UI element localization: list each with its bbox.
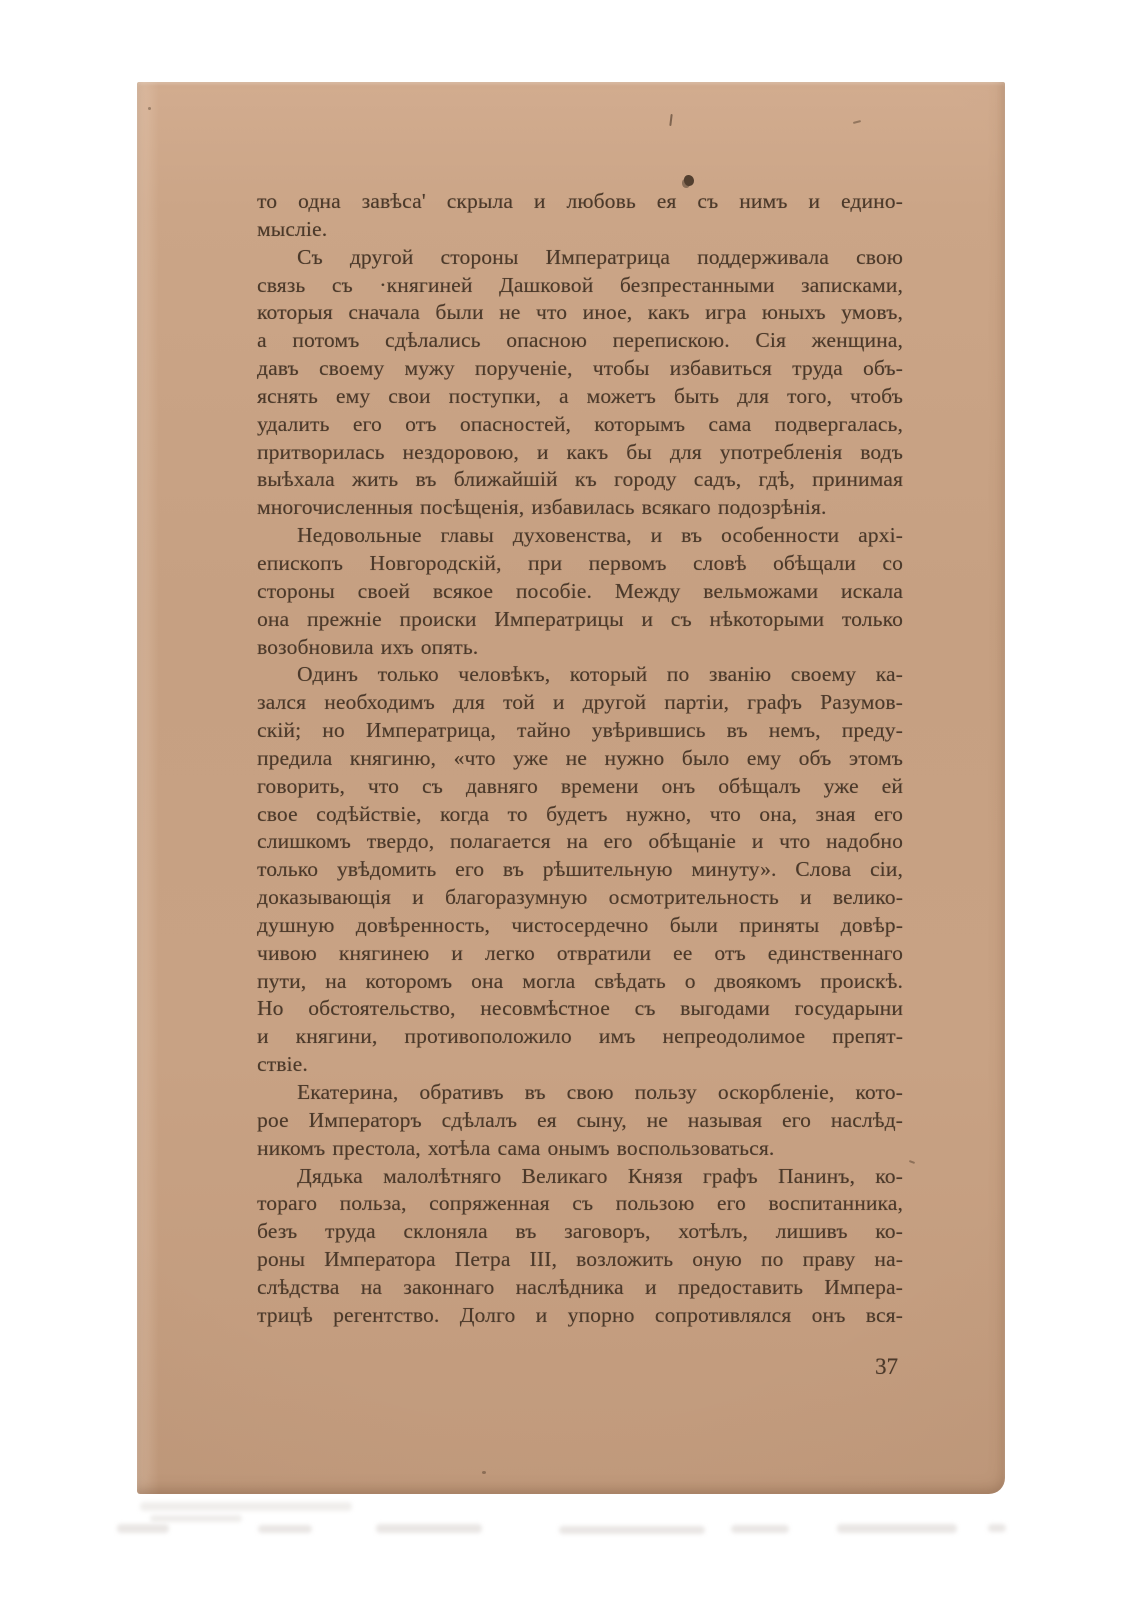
text-line: предила княгиню, «что уже не нужно было ему объ этомъ <box>257 745 903 770</box>
text-line: Съ другой стороны Императрица поддерживала свою <box>297 244 903 269</box>
text-line: Одинъ только человѣкъ, который по званію своему ка- <box>297 662 903 687</box>
text-line: душную довѣренность, чистосердечно были приняты довѣр- <box>257 912 903 937</box>
scan-smudge <box>731 1525 789 1533</box>
text-line: мысліе. <box>257 216 328 241</box>
page-number: 37 <box>875 1354 898 1379</box>
text-block <box>257 188 903 1330</box>
text-line: никомъ престола, хотѣла сама онымъ воспользоваться. <box>257 1135 775 1160</box>
text-line: говорить, что съ давняго времени онъ обѣщалъ уже ей <box>257 773 903 798</box>
text-line: и княгини, противоположило имъ непреодолимое препят- <box>257 1024 903 1049</box>
text-line: скій; но Императрица, тайно увѣрившись въ немъ, преду- <box>257 718 903 743</box>
text-line: свое содѣйствіе, когда то будетъ нужно, что она, зная его <box>257 801 903 826</box>
text-line: возобновила ихъ опять. <box>257 634 479 659</box>
ink-speck <box>148 107 151 110</box>
text-line: чивою княгинею и легко отвратили ее отъ единственнаго <box>257 940 903 965</box>
text-line: а потомъ сдѣлались опасною перепискою. Сія женщина, <box>257 328 903 353</box>
text-line: которыя сначала были не что иное, какъ игра юныхъ умовъ, <box>257 300 903 325</box>
ink-blot <box>684 175 694 186</box>
text-line: Екатерина, обративъ въ свою пользу оскорбленіе, кото- <box>297 1080 903 1104</box>
scan-smudge <box>258 1525 312 1533</box>
text-line: многочисленныя посѣщенія, избавилась всякаго подозрѣнія. <box>257 495 827 520</box>
text-line: слишкомъ твердо, полагается на его обѣщаніе и что надобно <box>257 829 903 854</box>
text-line: связь съ ·княгиней Дашковой безпрестанными записками, <box>257 272 903 297</box>
text-line: давъ своему мужу порученіе, чтобы избавиться труда объ- <box>257 356 903 381</box>
scan-smudge <box>140 1502 352 1511</box>
text-line: зался необходимъ для той и другой партіи, графъ Разумов- <box>257 690 903 715</box>
text-line: она прежніе происки Императрицы и съ нѣкоторыми только <box>257 606 903 631</box>
text-line: тораго польза, сопряженная съ пользою его воспитанника, <box>257 1191 903 1216</box>
text-line: то одна завѣса' скрыла и любовь ея съ нимъ и едино- <box>257 189 903 213</box>
text-line: Недовольные главы духовенства, и въ особенности архі- <box>297 523 903 548</box>
scan-smudge <box>150 1515 242 1522</box>
text-line: доказывающія и благоразумную осмотрительность и велико- <box>257 885 903 910</box>
text-line: стороны своей всякое пособіе. Между вельможами искала <box>257 578 903 603</box>
ink-speck <box>853 120 861 124</box>
text-line: пути, на которомъ она могла свѣдать о двоякомъ проискѣ. <box>257 968 903 993</box>
ink-speck <box>482 1471 486 1474</box>
text-line: ствіе. <box>257 1052 308 1077</box>
scan-smudge <box>559 1526 705 1534</box>
text-line: роны Императора Петра III, возложить оную по праву на- <box>257 1247 903 1272</box>
scan-smudge <box>837 1524 957 1533</box>
text-line: рое Императоръ сдѣлалъ ея сыну, не называя его наслѣд- <box>257 1107 903 1132</box>
ink-speck <box>669 114 672 126</box>
book-page-scan <box>137 82 1005 1494</box>
text-line: яснять ему свои поступки, а можетъ быть для того, чтобъ <box>257 383 903 408</box>
text-line: трицѣ регентство. Долго и упорно сопротивлялся онъ вся- <box>257 1302 903 1327</box>
ink-speck <box>909 1160 915 1164</box>
text-line: епископъ Новгородскій, при первомъ словѣ обѣщали со <box>257 550 903 575</box>
text-line: Но обстоятельство, несовмѣстное съ выгодами государыни <box>257 996 903 1021</box>
text-line: Дядька малолѣтняго Великаго Князя графъ Панинъ, ко- <box>297 1163 903 1188</box>
text-line: безъ труда склоняла въ заговоръ, хотѣлъ, лишивъ ко- <box>257 1219 903 1244</box>
text-line: слѣдства на законнаго наслѣдника и предоставить Импера- <box>257 1274 903 1299</box>
scan-smudge <box>988 1524 1006 1532</box>
text-line: удалить его отъ опасностей, которымъ сама подвергалась, <box>257 411 903 436</box>
scan-smudge <box>376 1524 482 1533</box>
text-line: только увѣдомить его въ рѣшительную минуту». Слова сіи, <box>257 857 903 882</box>
text-line: притворилась нездоровою, и какъ бы для употребленія водъ <box>257 439 903 464</box>
scan-smudge <box>117 1524 169 1533</box>
text-line: выѣхала жить въ ближайшій къ городу садъ, гдѣ, принимая <box>257 467 903 492</box>
